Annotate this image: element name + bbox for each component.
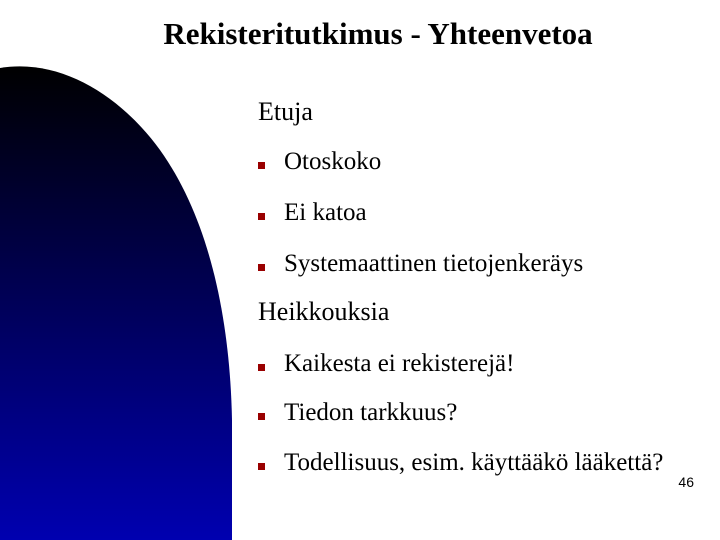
section-heading-weaknesses: Heikkouksia <box>258 297 390 326</box>
square-bullet-icon <box>258 162 265 169</box>
list-item <box>258 396 457 430</box>
list-item-text: Todellisuus, esim. käyttääkö lääkettä? <box>284 449 664 476</box>
list-item-text: Kaikesta ei rekisterejä! <box>284 350 515 377</box>
square-bullet-icon <box>258 413 265 420</box>
list-item <box>258 196 367 230</box>
list-item-text: Otoskoko <box>284 148 382 175</box>
square-bullet-icon <box>258 364 265 371</box>
square-bullet-icon <box>258 264 265 271</box>
list-item-text: Tiedon tarkkuus? <box>284 399 458 426</box>
list-item <box>258 145 381 179</box>
list-item <box>258 347 514 381</box>
list-item-text: Ei katoa <box>284 199 367 226</box>
page-number: 46 <box>678 474 694 490</box>
section-heading-advantages: Etuja <box>258 97 313 126</box>
square-bullet-icon <box>258 213 265 220</box>
list-item <box>258 446 663 480</box>
list-item-text: Systemaattinen tietojenkeräys <box>284 250 584 277</box>
list-item <box>258 247 583 281</box>
slide-title: Rekisteritutkimus - Yhteenvetoa <box>163 16 593 51</box>
square-bullet-icon <box>258 463 265 470</box>
